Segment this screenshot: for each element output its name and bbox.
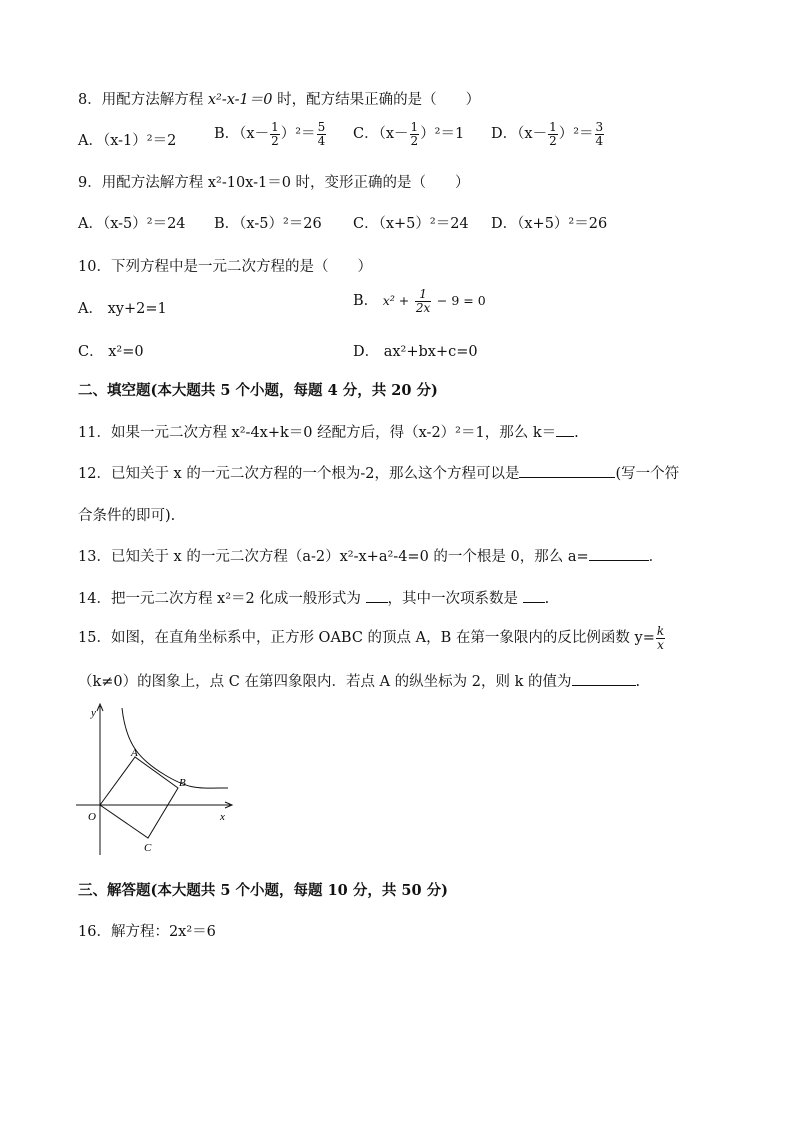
option-text: （x－ xyxy=(378,126,409,143)
fraction-denominator: 4 xyxy=(317,133,326,148)
question-9-stem: 9．用配方法解方程 x²-10x-1＝0 时，变形正确的是（ ） xyxy=(78,175,470,191)
fraction-denominator: x xyxy=(657,637,664,652)
option-text: （x－ xyxy=(517,126,548,143)
option-label: C． xyxy=(353,126,379,143)
option-label: D． xyxy=(491,126,518,143)
q13-text: 13．已知关于 x 的一元二次方程（a-2）x²-x+a²-4=0 的一个根是 0，那么 a= xyxy=(78,549,589,565)
q15-end: . xyxy=(635,674,641,690)
q9-option-b: B．（x-5）²＝26 xyxy=(214,216,322,232)
q10-option-b xyxy=(353,288,486,314)
question-11 xyxy=(78,421,579,442)
x-label: x xyxy=(220,811,225,823)
fraction xyxy=(656,625,665,651)
q8-option-b xyxy=(214,121,327,147)
section-2-title: 二、填空题(本大题共 5 个小题，每题 4 分，共 20 分) xyxy=(78,382,438,399)
q9-option-c: C．（x+5）²＝24 xyxy=(353,216,469,232)
fraction xyxy=(410,121,420,147)
answer-blank xyxy=(366,602,388,603)
fraction-numerator: 1 xyxy=(271,120,279,134)
option-label: A． xyxy=(78,133,103,149)
fraction-denominator: 2 xyxy=(271,133,279,148)
fraction-denominator: 4 xyxy=(595,133,604,148)
coordinate-figure xyxy=(70,700,240,860)
question-12 xyxy=(78,462,679,483)
origin-label: O xyxy=(88,811,96,823)
q12-text: 12．已知关于 x 的一元二次方程的一个根为-2，那么这个方程可以是 xyxy=(78,466,520,482)
option-text: ）²＝ xyxy=(558,126,594,143)
answer-blank xyxy=(519,477,615,478)
option-text: − 9 = 0 xyxy=(436,293,486,309)
q10-option-d: D． ax²+bx+c=0 xyxy=(353,344,478,360)
q14-text: 14．把一元二次方程 x²＝2 化成一般形式为 xyxy=(78,591,361,607)
fraction-numerator: 1 xyxy=(415,288,431,302)
fraction-numerator: 5 xyxy=(317,120,326,134)
question-16: 16．解方程：2x²＝6 xyxy=(78,924,216,940)
q11-end: . xyxy=(574,425,579,441)
point-c-label: C xyxy=(144,842,152,854)
fraction-denominator: 2 xyxy=(549,133,557,148)
fraction xyxy=(317,121,327,147)
q13-end: ． xyxy=(648,549,664,565)
option-text: x² + xyxy=(382,293,410,309)
option-label: B． xyxy=(353,293,379,310)
fraction-denominator: 2x xyxy=(415,300,431,315)
q14-end: . xyxy=(544,591,550,607)
fraction-numerator: 1 xyxy=(549,120,557,134)
answer-blank xyxy=(589,560,649,561)
point-a-label: A xyxy=(131,747,138,759)
fraction xyxy=(548,121,558,147)
option-label: B． xyxy=(214,126,240,143)
q10-option-a: A． xy+2=1 xyxy=(78,301,167,317)
fraction xyxy=(415,288,431,314)
q15-text: （k≠0）的图象上，点 C 在第四象限内．若点 A 的纵坐标为 2，则 k 的值为 xyxy=(78,674,572,690)
q15-text: 15．如图，在直角坐标系中，正方形 OABC 的顶点 A，B 在第一象限内的反比例函数 y= xyxy=(78,630,655,647)
option-text: ）²＝1 xyxy=(420,126,465,143)
answer-blank xyxy=(523,602,545,603)
square-oabc xyxy=(100,757,178,838)
question-13 xyxy=(78,545,663,566)
answer-blank xyxy=(572,685,636,686)
q8-option-c xyxy=(353,121,464,147)
q8-stem-prefix: 8．用配方法解方程 xyxy=(78,92,208,108)
section-3-title: 三、解答题(本大题共 5 个小题，每题 10 分，共 50 分) xyxy=(78,882,448,899)
hyperbola-curve xyxy=(122,708,228,788)
q11-text: 11．如果一元二次方程 x²-4x+k＝0 经配方后，得（x-2）²＝1，那么 k＝ xyxy=(78,425,557,441)
question-15-line-1 xyxy=(78,625,666,651)
q8-option-d xyxy=(491,121,605,147)
question-15-line-2 xyxy=(78,670,640,691)
answer-blank xyxy=(556,436,574,437)
q12-text-tail: (写一个符 xyxy=(615,466,680,482)
fraction xyxy=(270,121,280,147)
q8-stem-suffix: 时，配方结果正确的是（ ） xyxy=(272,92,481,108)
point-b-label: B xyxy=(179,777,186,789)
q8-equation: x²-x-1＝0 xyxy=(207,92,273,108)
question-8-stem xyxy=(78,88,480,109)
y-label: y xyxy=(91,707,96,719)
option-text: （x-1）²＝2 xyxy=(102,133,177,149)
question-10-stem: 10．下列方程中是一元二次方程的是（ ） xyxy=(78,259,372,275)
fraction-numerator: k xyxy=(656,624,665,638)
q9-option-d: D．（x+5）²＝26 xyxy=(491,216,608,232)
question-14 xyxy=(78,587,549,608)
fraction-numerator: 3 xyxy=(595,120,604,134)
question-12-continued: 合条件的即可). xyxy=(78,508,176,524)
option-text: ）²＝ xyxy=(280,126,316,143)
fraction-numerator: 1 xyxy=(410,120,419,134)
q8-option-a xyxy=(78,129,176,150)
fraction-denominator: 2 xyxy=(410,133,419,148)
fraction xyxy=(595,121,605,147)
option-text: （x－ xyxy=(239,126,270,143)
q10-option-c: C． x²=0 xyxy=(78,344,144,360)
q9-option-a: A．（x-5）²＝24 xyxy=(78,216,186,232)
q14-text-mid: ，其中一次项系数是 xyxy=(387,591,518,607)
